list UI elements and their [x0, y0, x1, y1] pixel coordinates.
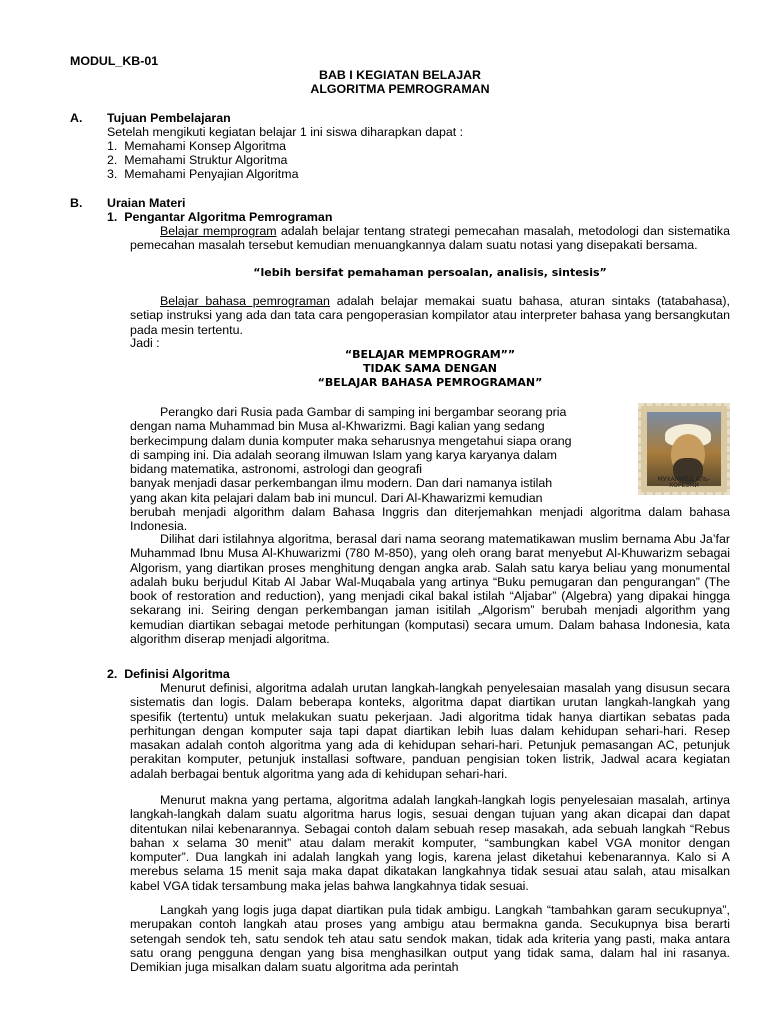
- text-line: di samping ini. Dia adalah seorang ilmuwan Islam yang karya karyanya dalam: [130, 447, 558, 462]
- stamp-image: [638, 403, 730, 495]
- paragraph-definisi: Menurut definisi, algoritma adalah urutan langkah-langkah penyelesaian masalah yang disusun secara sistematis dan logis. Dalam beberapa konteks, algoritma dapat diartikan urutan langkah-langkah yang spesifik (tertentu) untuk melakukan suatu pekerjaan. Jadi algoritma tidak hanya diartikan sebatas pada perhitungan dengan komputer saja tapi dapat diartikan lebih luas dalam kehidupan sehari-hari. Resep masakan adalah contoh algoritma yang ada di kehidupan sehari-hari. Petunjuk pemasangan AC, petunjuk perakitan komputer, petunjuk installasi software, panduan pengisian token listrik, Jadwal acara kegiatan adalah berbagai bentuk algoritma yang ada di kehidupan sehari-hari.: [130, 681, 730, 781]
- chapter-title: BAB I KEGIATAN BELAJAR: [319, 68, 481, 82]
- module-code: MODUL_KB-01: [70, 54, 159, 68]
- goal-item: 2. Memahami Struktur Algoritma: [107, 153, 288, 167]
- goal-item: 3. Memahami Penyajian Algoritma: [107, 167, 299, 181]
- section-a-label: A.: [70, 111, 83, 125]
- text-line: banyak menjadi dasar perkembangan ilmu modern. Dan dari namanya istilah: [130, 476, 553, 491]
- paragraph-algorithm-origin: berubah menjadi algorithm dalam Bahasa Inggris dan diterjemahkan menjadi algoritma dalam bahasa Indonesia.: [130, 505, 730, 534]
- text-line: Perangko dari Rusia pada Gambar di samping ini bergambar seorang pria: [160, 405, 567, 419]
- paragraph-belajar-bahasa: [130, 294, 730, 337]
- underlined-term: Belajar bahasa pemrograman: [160, 294, 330, 308]
- stamp-portrait: [647, 412, 721, 486]
- center-caption: “BELAJAR BAHASA PEMROGRAMAN”: [317, 376, 543, 389]
- quote-line: “lebih bersifat pemahaman persoalan, analisis, sintesis”: [253, 266, 607, 279]
- subsection-1-heading: 1. Pengantar Algoritma Pemrograman: [107, 210, 333, 224]
- paragraph-text: adalah belajar memakai suatu bahasa, aturan sintaks (tatabahasa), setiap instruksi yang ada dan tata cara pengoperasian kompilator atau interpreter bahasa yang bersangkutan pada mesin tertentu.: [130, 294, 730, 337]
- section-b-heading: Uraian Materi: [107, 196, 186, 210]
- text-line: dengan nama Muhammad bin Musa al-Khwarizmi. Bagi kalian yang sedang: [130, 419, 545, 434]
- text-line: berkecimpung dalam dunia komputer maka seharusnya mengetahui siapa orang: [130, 433, 572, 448]
- text-line: bidang matematika, astronomi, astrologi dan geografi: [130, 462, 423, 477]
- text-line: yang akan kita pelajari dalam bab ini muncul. Dari Al-Khawarizmi kemudian: [130, 490, 543, 505]
- chapter-subtitle: ALGORITMA PEMROGRAMAN: [310, 82, 490, 96]
- center-caption: “BELAJAR MEMPROGRAM””: [344, 348, 516, 361]
- section-b-label: B.: [70, 196, 83, 210]
- stamp-caption: МУХАММЕД АЛЬ-ХОРЕЗМИ: [657, 476, 711, 489]
- section-a-intro: Setelah mengikuti kegiatan belajar 1 ini siswa diharapkan dapat :: [107, 125, 464, 139]
- goal-item: 1. Memahami Konsep Algoritma: [107, 139, 287, 153]
- paragraph-belajar-memprogram: [130, 224, 730, 253]
- subsection-2-heading: 2. Definisi Algoritma: [107, 667, 230, 681]
- paragraph-stamp-wrap: [130, 405, 630, 505]
- section-a-heading: Tujuan Pembelajaran: [107, 111, 231, 125]
- paragraph-makna: Menurut makna yang pertama, algoritma adalah langkah-langkah logis penyelesaian masalah, artinya langkah-langkah dalam suatu algoritma harus logis, sesuai dengan tujuan yang akan dicapai dan dapat ditentukan nilai kebenarannya. Sebagai contoh dalam sebuah resep masakah, ada sebuah langkah “Rebus bahan x selama 30 menit” atau dalam merakit komputer, “sambungkan kabel VGA monitor dengan komputer”. Dua langkah ini adalah langkah yang logis, karena jelast diketahui kebenarannya. Kalo si A merebus selama 15 menit saja maka dapat dikatakan langkahnya tidak sesuai atau salah, atau misalkan kabel VGA tidak tersambung maka jelas bahwa langkahnya tidak sesuai.: [130, 793, 730, 893]
- paragraph-istilah: Dilihat dari istilahnya algoritma, berasal dari nama seorang matematikawan muslim bernama Abu Ja’far Muhammad Ibnu Musa Al-Khuwarizmi (780 M-850), yang oleh orang barat menyebut Al-Khuwarizm sebagai Algorism, yang diartikan proses menghitung dengan angka arab. Salah satu karya beliau yang monumental adalah buku berjudul Kitab Al Jabar Wal-Muqabala yang artinya “Buku pemugaran dan pengurangan” (The book of restoration and reduction), yang menjadi cikal bakal istilah “Aljabar” (Algebra) yang dipakai hingga sekarang ini. Seiring dengan perkembangan jaman isitilah „Algorism” berubah menjadi algorithm yang kemudian diartikan sebagai metode perhitungan (komputasi) secara umum. Dalam bahasa Indonesia, kata algorithm diserap menjadi algoritma.: [130, 532, 730, 647]
- underlined-term: Belajar memprogram: [160, 224, 277, 238]
- center-caption: TIDAK SAMA DENGAN: [363, 362, 497, 375]
- jadi-label: Jadi :: [130, 336, 160, 350]
- paragraph-text: adalah belajar tentang strategi pemecahan masalah, metodologi dan sistematika pemecahan masalah tersebut kemudian menuangkannya dalam suatu notasi yang disepakati bersama.: [130, 224, 731, 253]
- paragraph-logis: Langkah yang logis juga dapat diartikan pula tidak ambigu. Langkah “tambahkan garam secukupnya”, merupakan contoh langkah atau proses yang ambigu atau bermakna ganda. Secukupnya bisa berarti setengah sendok teh, satu sendok teh atau satu sendok makan, tidak ada kriteria yang pasti, maka antara satu orang pengguna dengan yang bisa menghasilkan output yang tidak sama, dalam hal ini rasanya. Demikian juga misalkan dalam suatu algoritma ada perintah: [130, 903, 730, 975]
